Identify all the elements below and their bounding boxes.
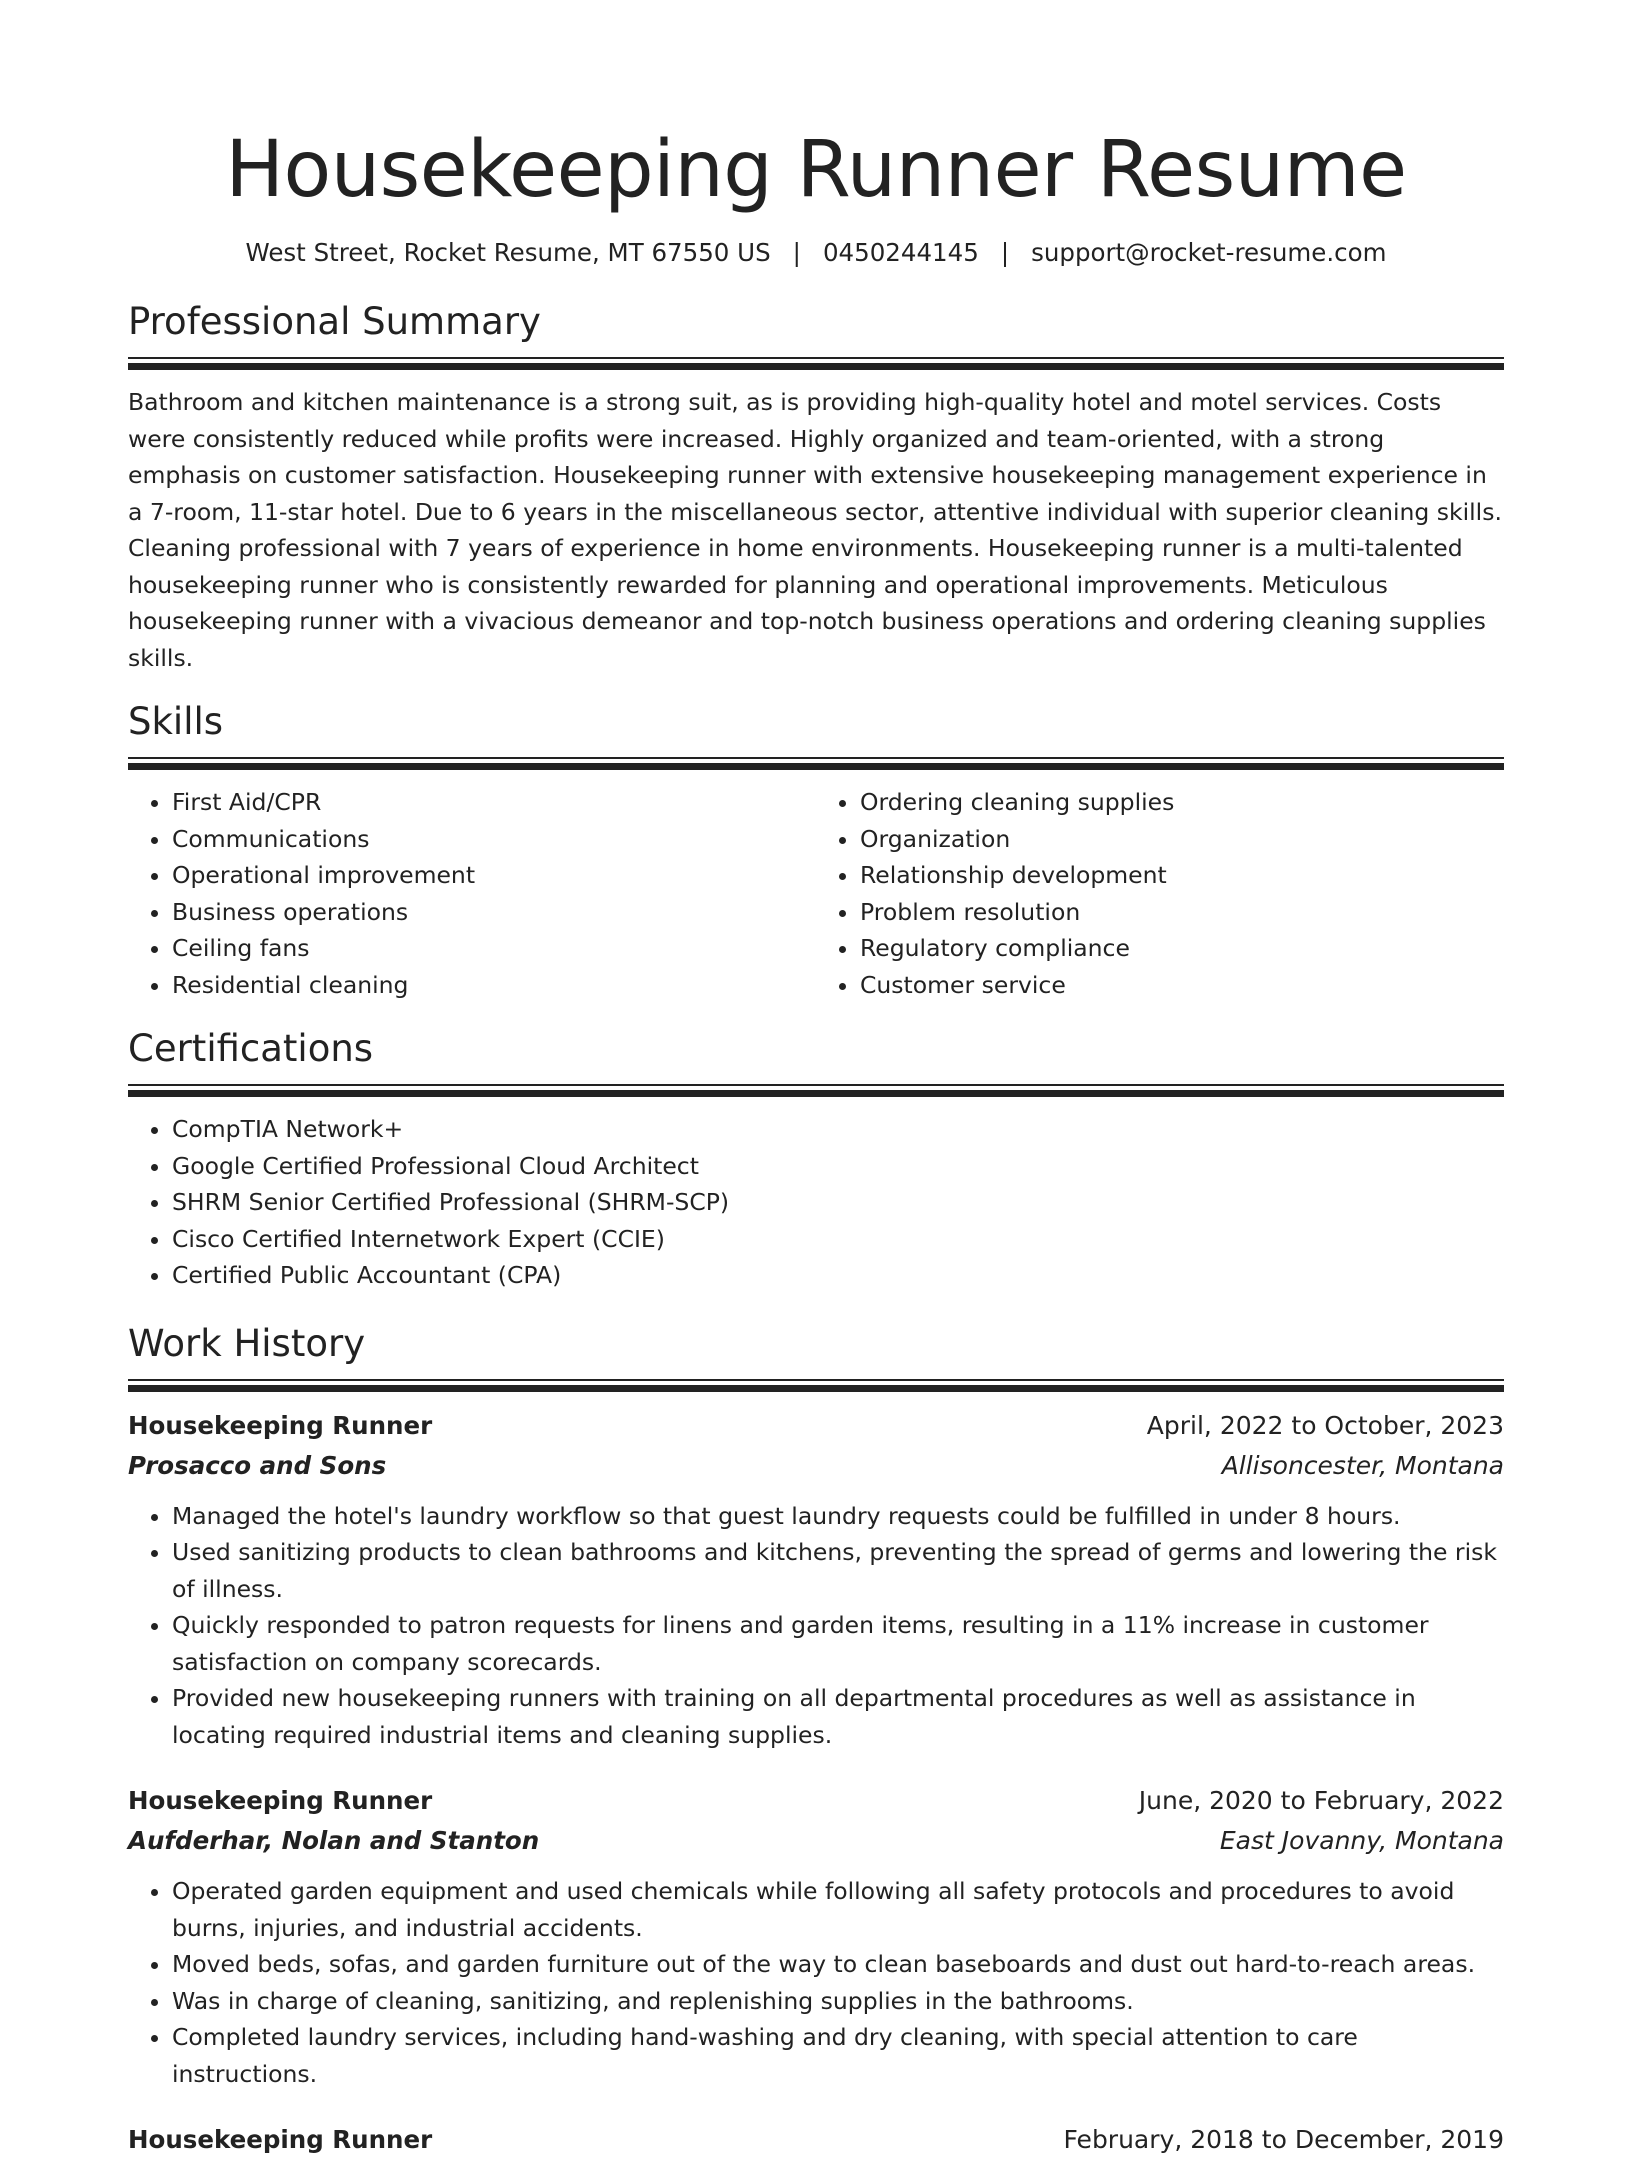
skills-grid (128, 784, 1504, 1003)
certification-item: • SHRM Senior Certified Professional (SHRM-SCP) (172, 1184, 1504, 1221)
skill-item: • Relationship development (860, 857, 1504, 894)
skill-item: • Ordering cleaning supplies (860, 784, 1504, 821)
job-header-row (128, 1406, 1504, 1446)
skill-item: • Regulatory compliance (860, 930, 1504, 967)
section-divider (128, 1084, 1504, 1097)
certifications-section (128, 1025, 1504, 1294)
section-divider (128, 1379, 1504, 1392)
skill-item: • Ceiling fans (172, 930, 816, 967)
skill-item: • Communications (172, 821, 816, 858)
skill-item: • First Aid/CPR (172, 784, 816, 821)
job-title: Housekeeping Runner (128, 1781, 432, 1821)
job-bullet-list (128, 1873, 1504, 2092)
job-location: East Jovanny, Montana (1220, 1821, 1504, 1861)
job-title: Housekeeping Runner (128, 1406, 432, 1446)
skill-item: • Organization (860, 821, 1504, 858)
contact-line (128, 236, 1504, 270)
work-history-section (128, 1320, 1504, 2160)
skill-item: • Customer service (860, 967, 1504, 1004)
job-bullet: • Operated garden equipment and used chemicals while following all safety protocols and procedures to avoid burns, injuries, and industrial accidents. (172, 1873, 1504, 1946)
job-company: Prosacco and Sons (128, 1446, 386, 1486)
job-bullet: • Quickly responded to patron requests for linens and garden items, resulting in a 11% increase in customer satisfaction on company scorecards. (172, 1607, 1504, 1680)
skills-section (128, 698, 1504, 1003)
contact-separator: | (1001, 238, 1009, 267)
contact-address: West Street, Rocket Resume, MT 67550 US (246, 238, 771, 267)
job-header-row (128, 1781, 1504, 1821)
section-divider (128, 357, 1504, 370)
job-header-row (128, 2120, 1504, 2160)
job-dates: April, 2022 to October, 2023 (1147, 1406, 1504, 1446)
contact-phone: 0450244145 (823, 238, 979, 267)
skill-item: • Business operations (172, 894, 816, 931)
job-bullet: • Managed the hotel's laundry workflow so that guest laundry requests could be fulfilled in under 8 hours. (172, 1498, 1504, 1535)
job-bullet: • Used sanitizing products to clean bathrooms and kitchens, preventing the spread of germs and lowering the risk of illness. (172, 1534, 1504, 1607)
skill-item: • Operational improvement (172, 857, 816, 894)
job-bullet: • Was in charge of cleaning, sanitizing, and replenishing supplies in the bathrooms. (172, 1983, 1504, 2020)
section-heading-certifications: Certifications (128, 1025, 1504, 1073)
skill-item: • Residential cleaning (172, 967, 816, 1004)
summary-text: Bathroom and kitchen maintenance is a strong suit, as is providing high-quality hotel and motel services. Costs were consistently reduced while profits were increased. Highly organized and team-oriented, with a strong emphasis on customer satisfaction. Housekeeping runner with extensive housekeeping management experience in a 7-room, 11-star hotel. Due to 6 years in the miscellaneous sector, attentive individual with superior cleaning skills. Cleaning professional with 7 years of experience in home environments. Housekeeping runner is a multi-talented housekeeping runner who is consistently rewarded for planning and operational improvements. Meticulous housekeeping runner with a vivacious demeanor and top-notch business operations and ordering cleaning supplies skills. (128, 384, 1504, 676)
job-bullet: • Provided new housekeeping runners with training on all departmental procedures as well as assistance in locating required industrial items and cleaning supplies. (172, 1680, 1504, 1753)
job-company: Aufderhar, Nolan and Stanton (128, 1821, 539, 1861)
skills-list-left (128, 784, 816, 1003)
job-entry (128, 1406, 1504, 1754)
job-bullet: • Moved beds, sofas, and garden furniture out of the way to clean baseboards and dust out hard-to-reach areas. (172, 1946, 1504, 1983)
job-dates: June, 2020 to February, 2022 (1139, 1781, 1504, 1821)
section-divider (128, 757, 1504, 770)
certification-item: • CompTIA Network+ (172, 1111, 1504, 1148)
job-entry (128, 2120, 1504, 2160)
job-dates: February, 2018 to December, 2019 (1064, 2120, 1504, 2160)
section-heading-summary: Professional Summary (128, 298, 1504, 346)
page-title: Housekeeping Runner Resume (128, 0, 1504, 220)
job-title: Housekeeping Runner (128, 2120, 432, 2160)
section-heading-work-history: Work History (128, 1320, 1504, 1368)
job-bullet-list (128, 1498, 1504, 1754)
certification-item: • Cisco Certified Internetwork Expert (CCIE) (172, 1221, 1504, 1258)
skill-item: • Problem resolution (860, 894, 1504, 931)
contact-email: support@rocket-resume.com (1031, 238, 1386, 267)
skills-list-right (816, 784, 1504, 1003)
job-location: Allisoncester, Montana (1222, 1446, 1504, 1486)
job-company-row (128, 1821, 1504, 1861)
job-company-row (128, 1446, 1504, 1486)
section-heading-skills: Skills (128, 698, 1504, 746)
certification-item: • Certified Public Accountant (CPA) (172, 1257, 1504, 1294)
summary-section (128, 298, 1504, 676)
job-bullet: • Completed laundry services, including hand-washing and dry cleaning, with special attention to care instructions. (172, 2019, 1504, 2092)
contact-separator: | (793, 238, 801, 267)
certification-item: • Google Certified Professional Cloud Architect (172, 1148, 1504, 1185)
job-entry (128, 1781, 1504, 2092)
certifications-list (128, 1111, 1504, 1294)
